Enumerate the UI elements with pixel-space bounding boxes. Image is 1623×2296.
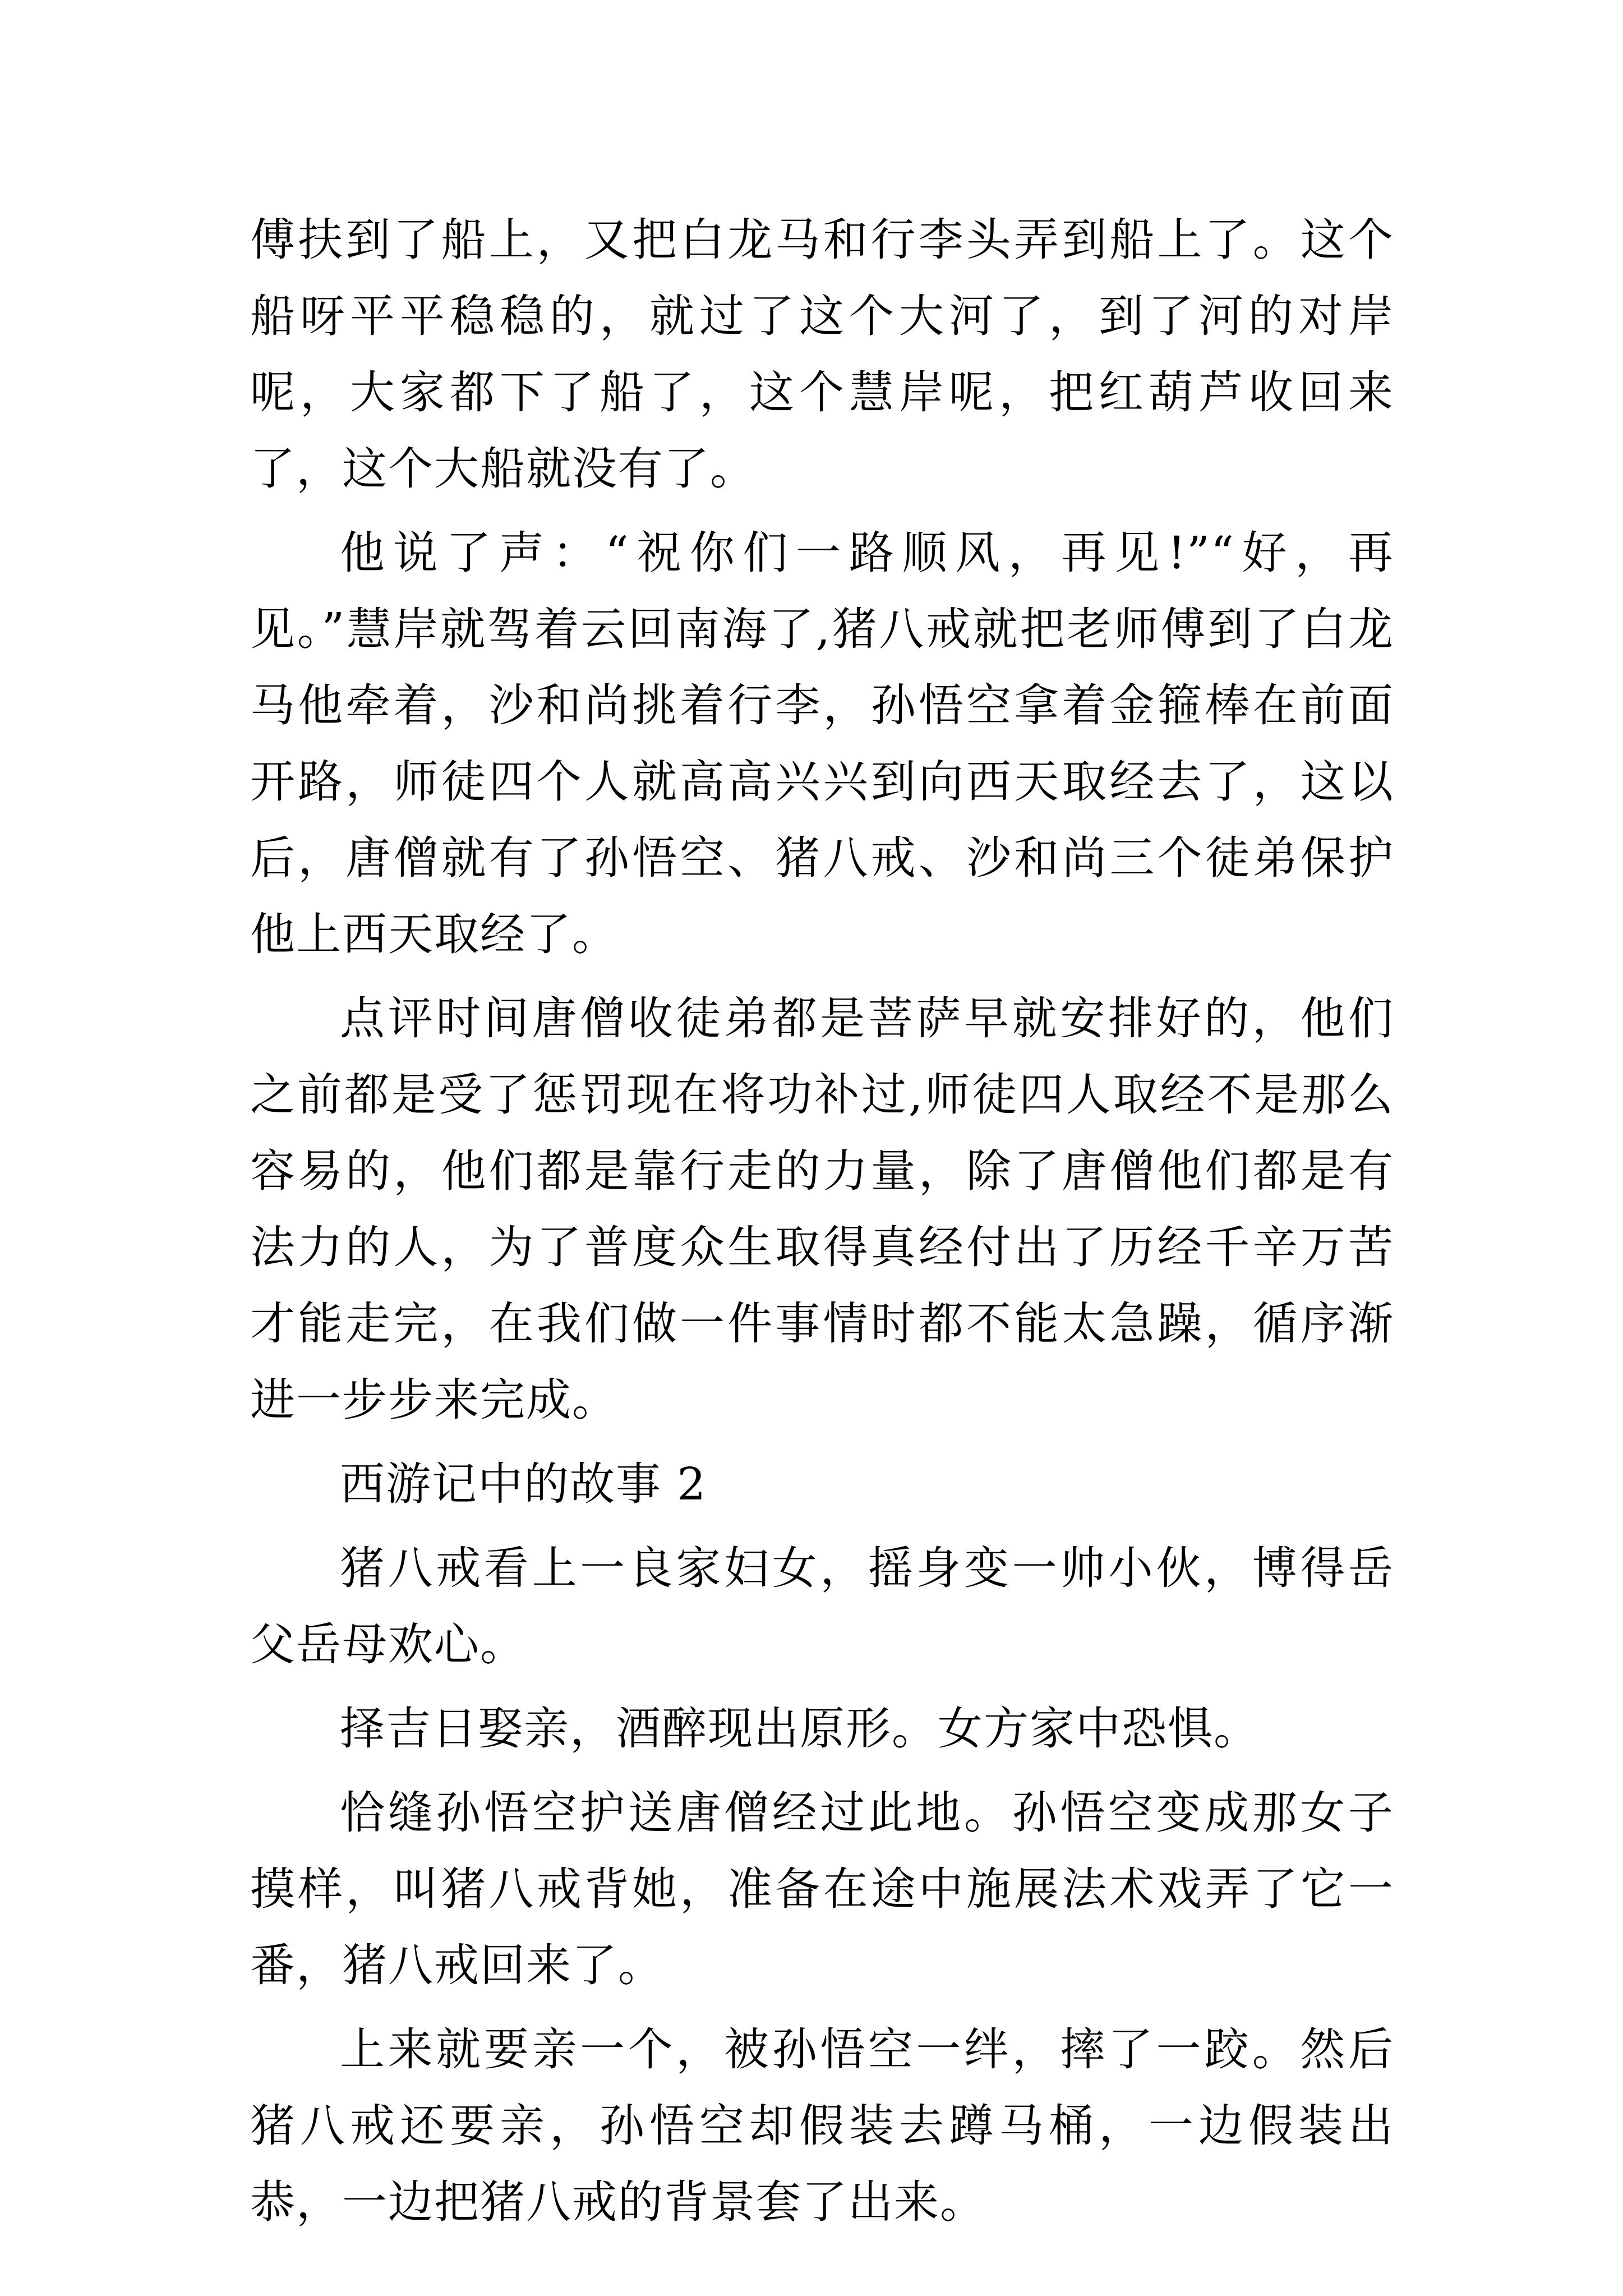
paragraph-6: 择吉日娶亲，酒醉现出原形。女方家中恐惧。 (340, 1703, 1260, 1755)
paragraph-5: 猪八戒看上一良家妇女，摇身变一帅小伙，博得岳父岳母欢心。 (250, 1542, 1394, 1671)
section-heading: 西游记中的故事 2 (340, 1458, 707, 1510)
document-body (250, 202, 1394, 2248)
paragraph-8: 上来就要亲一个，被孙悟空一绊，摔了一跤。然后猪八戒还要亲，孙悟空却假装去蹲马桶，一边假装出恭，一边把猪八戒的背景套了出来。 (250, 2023, 1394, 2228)
paragraph-7: 恰缝孙悟空护送唐僧经过此地。孙悟空变成那女子摸样，叫猪八戒背她，准备在途中施展法术戏弄了它一番，猪八戒回来了。 (250, 1787, 1394, 1991)
paragraph-2: 他说了声：“祝你们一路顺风，再见!”“好，再见。”慧岸就驾着云回南海了,猪八戒就把老师傅到了白龙马他牵着，沙和尚挑着行李，孙悟空拿着金箍棒在前面开路，师徒四个人就高高兴兴到向西天取经去了，这以后，唐僧就有了孙悟空、猪八戒、沙和尚三个徒弟保护他上西天取经了。 (250, 527, 1394, 960)
paragraph-3: 点评时间唐僧收徒弟都是菩萨早就安排好的，他们之前都是受了惩罚现在将功补过,师徒四人取经不是那么容易的，他们都是靠行走的力量，除了唐僧他们都是有法力的人，为了普度众生取得真经付出了历经千辛万苦才能走完，在我们做一件事情时都不能太急躁，循序渐进一步步来完成。 (250, 992, 1394, 1426)
paragraph-1: 傅扶到了船上，又把白龙马和行李头弄到船上了。这个船呀平平稳稳的，就过了这个大河了，到了河的对岸呢，大家都下了船了，这个慧岸呢，把红葫芦收回来了，这个大船就没有了。 (250, 214, 1394, 495)
